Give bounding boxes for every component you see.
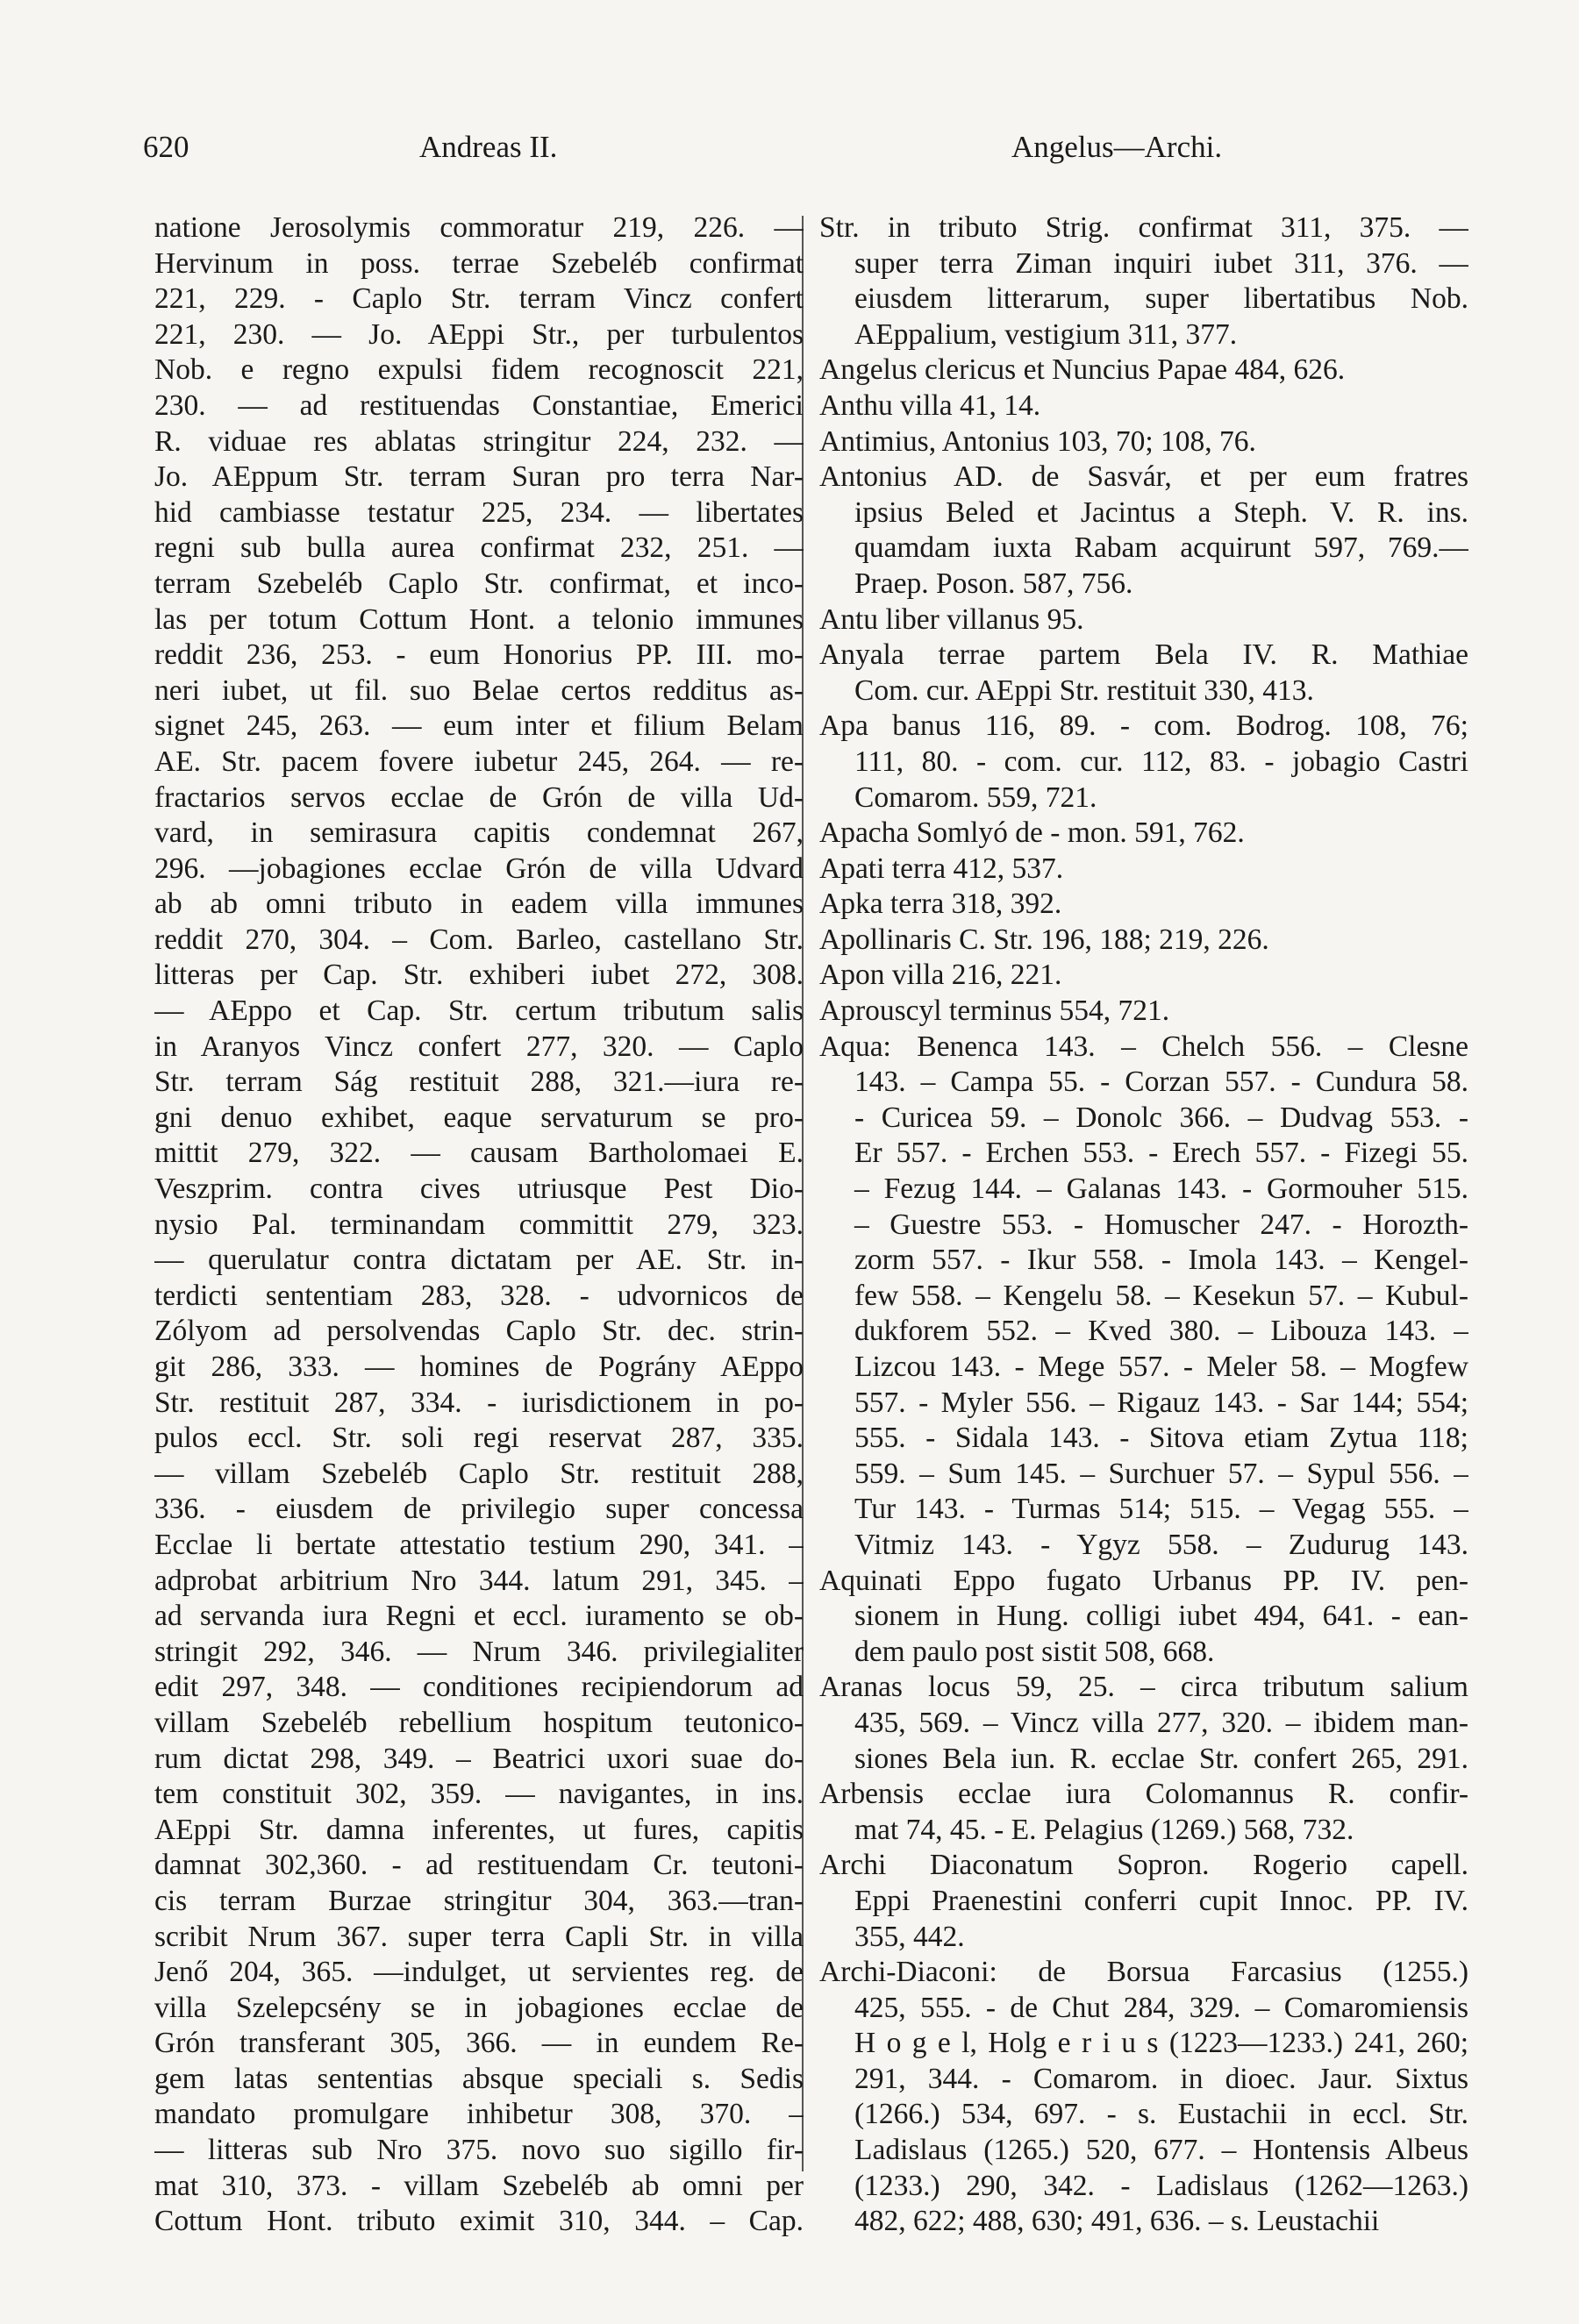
text-line: 291, 344. - Comarom. in dioec. Jaur. Sixtus [854,2062,1468,2095]
text-line: stringit 292, 346. — Nrum 346. privilegialiter [154,1635,804,1668]
text-line: reddit 270, 304. – Com. Barleo, castellano Str. [154,923,804,956]
text-line: villam Szebeléb rebellium hospitum teutonico- [154,1706,804,1739]
text-line: Str. in tributo Strig. confirmat 311, 375. — [819,211,1468,244]
text-line: Aqua: Benenca 143. – Chelch 556. – Clesne [819,1030,1468,1063]
text-line: Zólyom ad persolvendas Caplo Str. dec. strin- [154,1315,804,1348]
text-line: reddit 236, 253. - eum Honorius PP. III. mo- [154,638,804,672]
text-line: (1233.) 290, 342. - Ladislaus (1262—1263.) [854,2169,1468,2202]
text-line: hid cambiasse testatur 225, 234. — libertates [154,495,804,529]
text-line: Aprouscyl terminus 554, 721. [819,994,1170,1028]
text-line: Lizcou 143. - Mege 557. - Meler 58. – Mogfew [854,1351,1468,1383]
text-line: Eppi Praenestini conferri cupit Innoc. PP. IV. [854,1884,1468,1917]
text-line: Aquinati Eppo fugato Urbanus PP. IV. pen- [819,1564,1468,1597]
text-line: damnat 302,360. - ad restituendam Cr. teutoni- [154,1849,804,1882]
text-line: regni sub bulla aurea confirmat 232, 251. — [154,531,804,565]
text-line: Apka terra 318, 392. [819,888,1062,921]
text-line: 555. - Sidala 143. - Sitova etiam Zytua 118; [854,1422,1468,1455]
text-line: 482, 622; 488, 630; 491, 636. – s. Leustachii [854,2205,1380,2238]
text-line: nysio Pal. terminandam committit 279, 323. [154,1208,804,1241]
text-line: fractarios servos ecclae de Grón de villa Ud- [154,781,804,814]
text-line: (1266.) 534, 697. - s. Eustachii in eccl. Str. [854,2098,1468,2131]
text-line: mat 310, 373. - villam Szebeléb ab omni per [154,2169,804,2202]
text-line: 557. - Myler 556. – Rigauz 143. - Sar 144; 554; [854,1386,1468,1419]
text-line: vard, in semirasura capitis condemnat 267, [154,816,804,850]
text-line: Antu liber villanus 95. [819,602,1084,636]
text-line: Tur 143. - Turmas 514; 515. – Vegag 555. – [854,1493,1468,1526]
text-line: — querulatur contra dictatam per AE. Str. in- [154,1244,804,1277]
text-line: — AEppo et Cap. Str. certum tributum salis [154,994,804,1028]
text-line: terdicti sententiam 283, 328. - udvornicos de [154,1279,804,1312]
text-line: AE. Str. pacem fovere iubetur 245, 264. — re- [154,745,804,778]
text-line: ab ab omni tributo in eadem villa immunes [154,888,804,921]
text-line: AEppi Str. damna inferentes, ut fures, capitis [154,1813,804,1846]
text-line: Archi-Diaconi: de Borsua Farcasius (1255.) [819,1956,1468,1989]
text-line: Apollinaris C. Str. 196, 188; 219, 226. [819,923,1269,956]
text-line: signet 245, 263. — eum inter et filium Belam [154,709,804,743]
text-line: Str. restituit 287, 334. - iurisdictionem in po- [154,1386,804,1419]
text-line: pulos eccl. Str. soli regi reservat 287, 335. [154,1422,804,1455]
text-line: mat 74, 45. - E. Pelagius (1269.) 568, 732. [854,1813,1354,1846]
text-line: Praep. Poson. 587, 756. [854,567,1133,600]
text-line: Archi Diaconatum Sopron. Rogerio capell. [819,1849,1468,1882]
text-line: Nob. e regno expulsi fidem recognoscit 221, [154,353,804,387]
text-line: Apon villa 216, 221. [819,959,1062,992]
page-header [143,130,1283,174]
text-line: dukforem 552. – Kved 380. – Libouza 143. – [854,1315,1468,1348]
text-line: Jenő 204, 365. —indulget, ut servientes reg. de [154,1956,804,1989]
text-line: Aranas locus 59, 25. – circa tributum salium [819,1671,1468,1704]
text-line: eiusdem litterarum, super libertatibus Nob. [854,282,1468,316]
text-line: las per totum Cottum Hont. a telonio immunes [154,602,804,636]
text-line: 425, 555. - de Chut 284, 329. – Comaromiensis [854,1991,1468,2024]
text-line: few 558. – Kengelu 58. – Kesekun 57. – Kubul- [854,1279,1468,1312]
text-line: mittit 279, 322. — causam Bartholomaei E. [154,1137,804,1170]
text-line: Antimius, Antonius 103, 70; 108, 76. [819,424,1256,458]
running-head-right: Angelus—Archi. [1011,130,1223,164]
text-line: natione Jerosolymis commoratur 219, 226. — [154,211,804,244]
text-line: ipsius Beled et Jacintus a Steph. V. R. ins. [854,495,1468,529]
left-column [154,210,804,2240]
text-line: quamdam iuxta Rabam acquirunt 597, 769.— [854,531,1468,565]
text-line: Veszprim. contra cives utriusque Pest Dio- [154,1173,804,1206]
text-line: zorm 557. - Ikur 558. - Imola 143. – Kengel- [854,1244,1468,1277]
text-line: Hervinum in poss. terrae Szebeléb confirmat [154,246,804,280]
text-line: Anyala terrae partem Bela IV. R. Mathiae [819,638,1468,672]
text-line: gem latas sententias absque speciali s. Sedis [154,2062,804,2095]
text-line: Antonius AD. de Sasvár, et per eum fratres [819,460,1468,494]
running-head-left: Andreas II. [419,130,558,164]
text-line: mandato promulgare inhibetur 308, 370. – [154,2098,804,2131]
text-line: super terra Ziman inquiri iubet 311, 376. — [854,246,1468,280]
text-line: Grón transferant 305, 366. — in eundem Re- [154,2027,804,2060]
text-line: Jo. AEppum Str. terram Suran pro terra Nar- [154,460,804,494]
text-line: – Guestre 553. - Homuscher 247. - Horozth- [854,1208,1468,1241]
text-line: Angelus clericus et Nuncius Papae 484, 626. [819,353,1346,387]
text-line: — villam Szebeléb Caplo Str. restituit 288, [154,1457,804,1490]
text-line: 336. - eiusdem de privilegio super concessa [154,1493,804,1526]
text-line: 221, 230. — Jo. AEppi Str., per turbulentos [154,317,804,351]
text-line: adprobat arbitrium Nro 344. latum 291, 345. – [154,1564,804,1597]
text-line: 296. —jobagiones ecclae Grón de villa Udvard [154,852,804,885]
text-line: - Curicea 59. – Donolc 366. – Dudvag 553. - [854,1101,1468,1134]
text-line: dem paulo post sistit 508, 668. [854,1635,1215,1668]
text-line: ad servanda iura Regni et eccl. iuramento se ob- [154,1600,804,1633]
text-line: gni denuo exhibet, eaque servaturum se pro- [154,1101,804,1134]
text-line: in Aranyos Vincz confert 277, 320. — Caplo [154,1030,804,1063]
text-line: Com. cur. AEppi Str. restituit 330, 413. [854,674,1314,707]
text-line: cis terram Burzae stringitur 304, 363.—tran- [154,1884,804,1917]
text-line: Apati terra 412, 537. [819,852,1064,885]
text-line: terram Szebeléb Caplo Str. confirmat, et inco- [154,567,804,600]
text-line: edit 297, 348. — conditiones recipiendorum ad [154,1671,804,1704]
text-line: Comarom. 559, 721. [854,781,1097,814]
text-line: 230. — ad restituendas Constantiae, Emerici [154,389,804,422]
text-line: siones Bela iun. R. ecclae Str. confert 265, 291. [854,1742,1468,1775]
text-line: Er 557. - Erchen 553. - Erech 557. - Fizegi 55. [854,1137,1468,1170]
text-line: scribit Nrum 367. super terra Capli Str. in villa [154,1920,804,1953]
text-line: 111, 80. - com. cur. 112, 83. - jobagio Castri [854,745,1468,778]
text-line: 143. – Campa 55. - Corzan 557. - Cundura 58. [854,1066,1468,1099]
text-line: AEppalium, vestigium 311, 377. [854,317,1238,351]
text-line: Apa banus 116, 89. - com. Bodrog. 108, 76; [819,709,1468,743]
text-line: – Fezug 144. – Galanas 143. - Gormouher 515. [854,1173,1468,1206]
text-line: 221, 229. - Caplo Str. terram Vincz confert [154,282,804,316]
text-line: tem constituit 302, 359. — navigantes, in ins. [154,1778,804,1811]
text-line: villa Szelepcsény se in jobagiones ecclae de [154,1991,804,2024]
text-line: litteras per Cap. Str. exhiberi iubet 272, 308. [154,959,804,992]
text-line: Anthu villa 41, 14. [819,389,1041,422]
text-line: neri iubet, ut fil. suo Belae certos redditus as- [154,674,804,707]
text-line: Apacha Somlyó de - mon. 591, 762. [819,816,1245,850]
right-column [819,210,1468,2240]
text-line: sionem in Hung. colligi iubet 494, 641. - ean- [854,1600,1468,1633]
text-line: Str. terram Ság restituit 288, 321.—iura re- [154,1066,804,1099]
text-line: — litteras sub Nro 375. novo suo sigillo fir- [154,2134,804,2167]
text-line: Ecclae li bertate attestatio testium 290, 341. – [154,1528,804,1561]
text-line: Vitmiz 143. - Ygyz 558. – Zudurug 143. [854,1528,1468,1561]
page-number: 620 [143,130,189,164]
text-line: 355, 442. [854,1920,965,1953]
text-line: Ladislaus (1265.) 520, 677. – Hontensis Albeus [854,2134,1468,2167]
text-line: 435, 569. – Vincz villa 277, 320. – ibidem man- [854,1706,1468,1739]
text-line: Arbensis ecclae iura Colomannus R. confir- [819,1778,1468,1811]
text-line: R. viduae res ablatas stringitur 224, 232. — [154,424,804,458]
text-line: Cottum Hont. tributo eximit 310, 344. – Cap. [154,2205,804,2238]
text-line: H o g e l, Holg e r i u s (1223—1233.) 241, 260; [854,2027,1468,2060]
text-line: git 286, 333. — homines de Pográny AEppo [154,1351,804,1383]
text-line: 559. – Sum 145. – Surchuer 57. – Sypul 556. – [854,1457,1468,1490]
text-line: rum dictat 298, 349. – Beatrici uxori suae do- [154,1742,804,1775]
